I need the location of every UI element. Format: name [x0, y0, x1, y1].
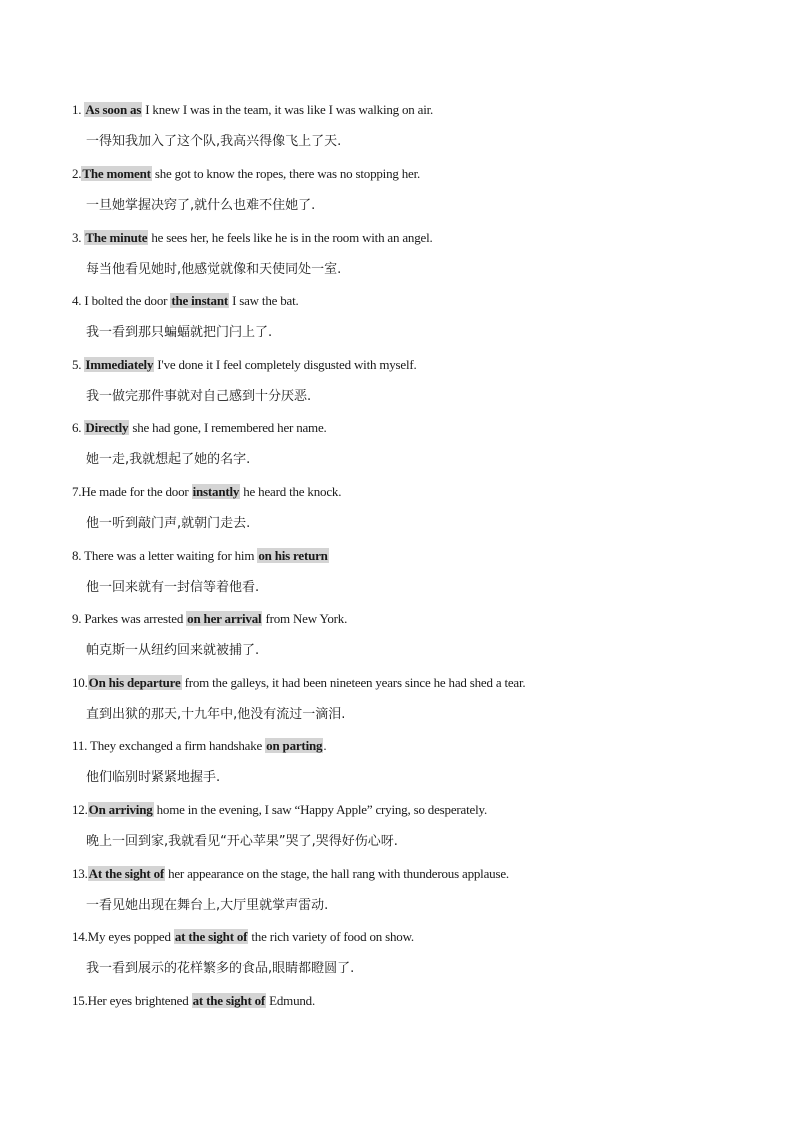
sentence-text: I knew I was in the team, it was like I was walking on air.	[142, 102, 434, 117]
highlighted-phrase: The moment	[82, 166, 151, 181]
sentence-text: Her eyes brightened	[87, 993, 192, 1008]
highlighted-phrase: on parting	[266, 738, 323, 753]
item-number: 13.	[72, 866, 88, 881]
translation-7: 他一听到敲门声,就朝门走去.	[86, 516, 251, 531]
highlighted-phrase: At the sight of	[88, 866, 165, 881]
sentence-text: He made for the door	[81, 484, 192, 499]
sentence-8	[72, 548, 329, 564]
highlighted-phrase: As soon as	[85, 102, 142, 117]
sentence-text: .	[323, 738, 327, 753]
sentence-text: I bolted the door	[84, 293, 171, 308]
translation-5: 我一做完那件事就对自己感到十分厌恶.	[86, 389, 312, 404]
sentence-text: home in the evening, I saw “Happy Apple” crying, so desperately.	[153, 802, 487, 817]
translation-8: 他一回来就有一封信等着他看.	[86, 580, 260, 595]
sentence-7	[72, 484, 341, 500]
translation-11: 他们临别时紧紧地握手.	[86, 770, 221, 785]
sentence-text: her appearance on the stage, the hall rang with thunderous applause.	[165, 866, 509, 881]
item-number: 2.	[72, 166, 82, 181]
highlighted-phrase: on her arrival	[187, 611, 262, 626]
item-number: 5.	[72, 357, 85, 372]
translation-3: 每当他看见她时,他感觉就像和天使同处一室.	[86, 262, 342, 277]
translation-10: 直到出狱的那天,十九年中,他没有流过一滴泪.	[86, 707, 346, 722]
sentence-text: she had gone, I remembered her name.	[129, 420, 327, 435]
highlighted-phrase: the instant	[171, 293, 229, 308]
item-number: 10.	[72, 675, 88, 690]
highlighted-phrase: Immediately	[85, 357, 154, 372]
item-number: 11.	[72, 738, 90, 753]
highlighted-phrase: On arriving	[88, 802, 153, 817]
highlighted-phrase: instantly	[192, 484, 240, 499]
sentence-13	[72, 866, 509, 882]
sentence-3	[72, 230, 433, 246]
sentence-10	[72, 675, 525, 691]
sentence-text: I've done it I feel completely disgusted with myself.	[154, 357, 417, 372]
sentence-12	[72, 802, 487, 818]
sentence-text: They exchanged a firm handshake	[89, 738, 266, 753]
sentence-text: Edmund.	[266, 993, 316, 1008]
highlighted-phrase: on his return	[258, 548, 328, 563]
sentence-11	[72, 738, 326, 754]
highlighted-phrase: Directly	[85, 420, 129, 435]
sentence-1	[72, 102, 433, 118]
sentence-text: from New York.	[262, 611, 348, 626]
sentence-text: he heard the knock.	[240, 484, 342, 499]
sentence-9	[72, 611, 347, 627]
item-number: 15.	[72, 993, 88, 1008]
sentence-text: My eyes popped	[87, 929, 174, 944]
sentence-text: from the galleys, it had been nineteen years since he had shed a tear.	[181, 675, 526, 690]
sentence-2	[72, 166, 420, 182]
sentence-15	[72, 993, 315, 1009]
sentence-5	[72, 357, 417, 373]
item-number: 12.	[72, 802, 88, 817]
item-number: 7.	[72, 484, 82, 499]
item-number: 1.	[72, 102, 85, 117]
item-number: 6.	[72, 420, 85, 435]
item-number: 8.	[72, 548, 85, 563]
sentence-4	[72, 293, 299, 309]
translation-6: 她一走,我就想起了她的名字.	[86, 452, 251, 467]
translation-1: 一得知我加入了这个队,我高兴得像飞上了天.	[86, 134, 342, 149]
sentence-14	[72, 929, 414, 945]
sentence-text: I saw the bat.	[229, 293, 299, 308]
sentence-text: the rich variety of food on show.	[248, 929, 414, 944]
item-number: 4.	[72, 293, 85, 308]
highlighted-phrase: On his departure	[88, 675, 181, 690]
sentence-text: he sees her, he feels like he is in the room with an angel.	[148, 230, 433, 245]
translation-12: 晚上一回到家,我就看见“开心苹果”哭了,哭得好伤心呀.	[86, 834, 398, 849]
sentence-text: Parkes was arrested	[84, 611, 187, 626]
sentence-6	[72, 420, 327, 436]
translation-4: 我一看到那只蝙蝠就把门闩上了.	[86, 325, 273, 340]
sentence-text: There was a letter waiting for him	[84, 548, 258, 563]
item-number: 14.	[72, 929, 88, 944]
translation-2: 一旦她掌握决窍了,就什么也难不住她了.	[86, 198, 316, 213]
translation-13: 一看见她出现在舞台上,大厅里就掌声雷动.	[86, 898, 329, 913]
translation-9: 帕克斯一从纽约回来就被捕了.	[86, 643, 260, 658]
translation-14: 我一看到展示的花样繁多的食品,眼睛都瞪圆了.	[86, 961, 355, 976]
highlighted-phrase: at the sight of	[174, 929, 248, 944]
item-number: 9.	[72, 611, 85, 626]
sentence-text: she got to know the ropes, there was no stopping her.	[151, 166, 421, 181]
item-number: 3.	[72, 230, 85, 245]
highlighted-phrase: at the sight of	[192, 993, 266, 1008]
highlighted-phrase: The minute	[85, 230, 148, 245]
